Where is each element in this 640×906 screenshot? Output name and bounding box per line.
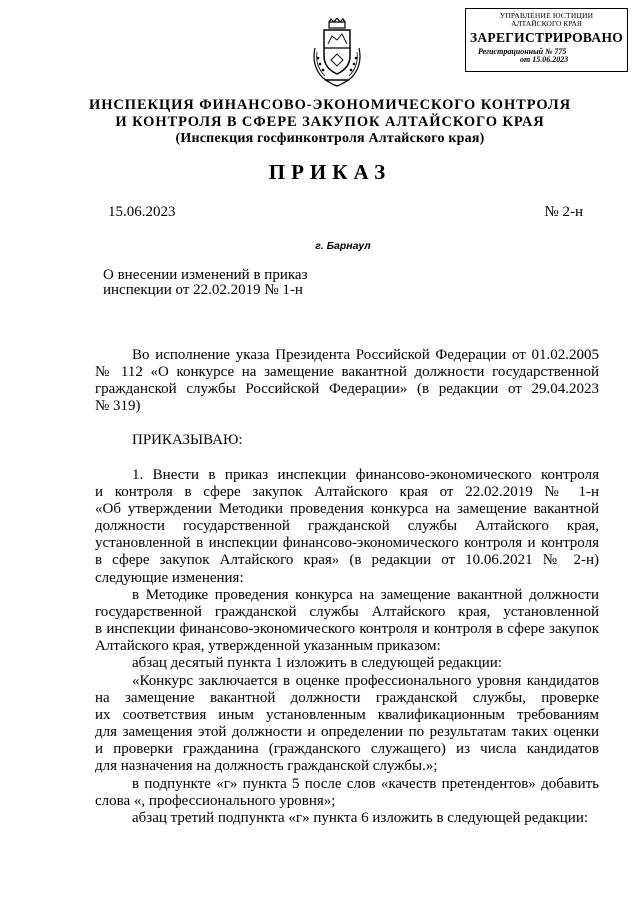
organization-name-line-1: ИНСПЕКЦИЯ ФИНАНСОВО-ЭКОНОМИЧЕСКОГО КОНТРОЛЯ <box>89 97 571 113</box>
item-1-line: следующие изменения: <box>95 569 244 586</box>
item-1c-line: для замещения этой должности и определении по результатам таких оценки <box>95 724 599 741</box>
preamble-line: № 319) <box>95 398 141 415</box>
order-number: № 2-н <box>544 204 583 220</box>
preamble-line: № 112 «О конкурсе на замещение вакантной должности государственной <box>95 364 599 381</box>
order-word: ПРИКАЗЫВАЮ: <box>132 432 243 448</box>
item-1d-line: в подпункте «г» пункта 5 после слов «качеств претендентов» добавить <box>132 776 599 792</box>
item-1a-line: Алтайского края, утвержденной указанным приказом: <box>95 638 441 655</box>
stamp-status: ЗАРЕГИСТРИРОВАНО <box>469 30 624 45</box>
item-1c-line: на замещение вакантной должности гражданской службы, проверке <box>95 690 599 707</box>
item-1d-line: слова «, профессионального уровня»; <box>95 793 336 810</box>
item-1a-line: государственной гражданской службы Алтайского края, установленной <box>95 604 599 621</box>
order-subject <box>103 268 308 298</box>
item-1a-paragraph <box>95 587 599 655</box>
item-1e-line: абзац третий подпункта «г» пункта 6 изложить в следующей редакции: <box>132 810 589 826</box>
order-word-paragraph <box>95 432 599 449</box>
registration-stamp <box>465 8 628 72</box>
preamble-line: Во исполнение указа Президента Российской Федерации от 01.02.2005 <box>132 347 599 363</box>
item-1-paragraph <box>95 467 599 587</box>
subject-line-1: О внесении изменений в приказ <box>103 267 308 283</box>
item-1-line: «Об утверждении Методики проведения конкурса на замещение вакантной <box>95 501 599 518</box>
item-1e-paragraph <box>95 810 599 827</box>
stamp-reg-date: от 15.06.2023 <box>520 54 569 64</box>
stamp-line-1: УПРАВЛЕНИЕ ЮСТИЦИИ <box>499 11 594 20</box>
item-1c-line: их соответствия иным установленным квалификационным требованиям <box>95 707 599 724</box>
item-1-line: и контроля в сфере закупок Алтайского края от 22.02.2019 № 1-н <box>95 484 599 501</box>
item-1-line: установленной в инспекции финансово-экономического контроля и контроля <box>95 535 599 552</box>
item-1-line: должности государственной гражданской службы Алтайского края, <box>95 518 599 535</box>
city: г. Барнаул <box>315 240 371 252</box>
preamble-paragraph <box>95 347 599 415</box>
coat-of-arms-emblem <box>307 18 367 90</box>
stamp-line-2: АЛТАЙСКОГО КРАЯ <box>511 18 582 28</box>
item-1b-line: абзац десятый пункта 1 изложить в следующей редакции: <box>132 655 502 671</box>
item-1a-line: в Методике проведения конкурса на замещение вакантной должности <box>132 587 599 603</box>
order-date: 15.06.2023 <box>108 204 176 220</box>
item-1a-line: в инспекции финансово-экономического контроля и контроля в сфере закупок <box>95 621 599 638</box>
preamble-line: гражданской службы Российской Федерации» (в редакции от 29.04.2023 <box>95 381 599 398</box>
document-type-title: ПРИКАЗ <box>268 160 392 184</box>
item-1c-paragraph <box>95 673 599 776</box>
organization-short-name: (Инспекция госфинконтроля Алтайского края) <box>175 131 485 146</box>
item-1b-paragraph <box>95 655 599 672</box>
stamp-reg-number: Регистрационный № 775 <box>478 46 567 56</box>
item-1-line: 1. Внести в приказ инспекции финансово-экономического контроля <box>132 467 599 483</box>
item-1c-line: «Конкурс заключается в оценке профессионального уровня кандидатов <box>132 673 599 689</box>
item-1c-line: для назначения на должность гражданской службы.»; <box>95 758 438 775</box>
subject-line-2: инспекции от 22.02.2019 № 1-н <box>103 282 303 298</box>
item-1-line: в сфере закупок Алтайского края» (в редакции от 10.06.2021 № 2-н) <box>95 552 599 569</box>
organization-name-line-2: И КОНТРОЛЯ В СФЕРЕ ЗАКУПОК АЛТАЙСКОГО КРАЯ <box>115 114 545 130</box>
item-1c-line: и проверки гражданина (гражданского служащего) из числа кандидатов <box>95 741 599 758</box>
item-1d-paragraph <box>95 776 599 810</box>
